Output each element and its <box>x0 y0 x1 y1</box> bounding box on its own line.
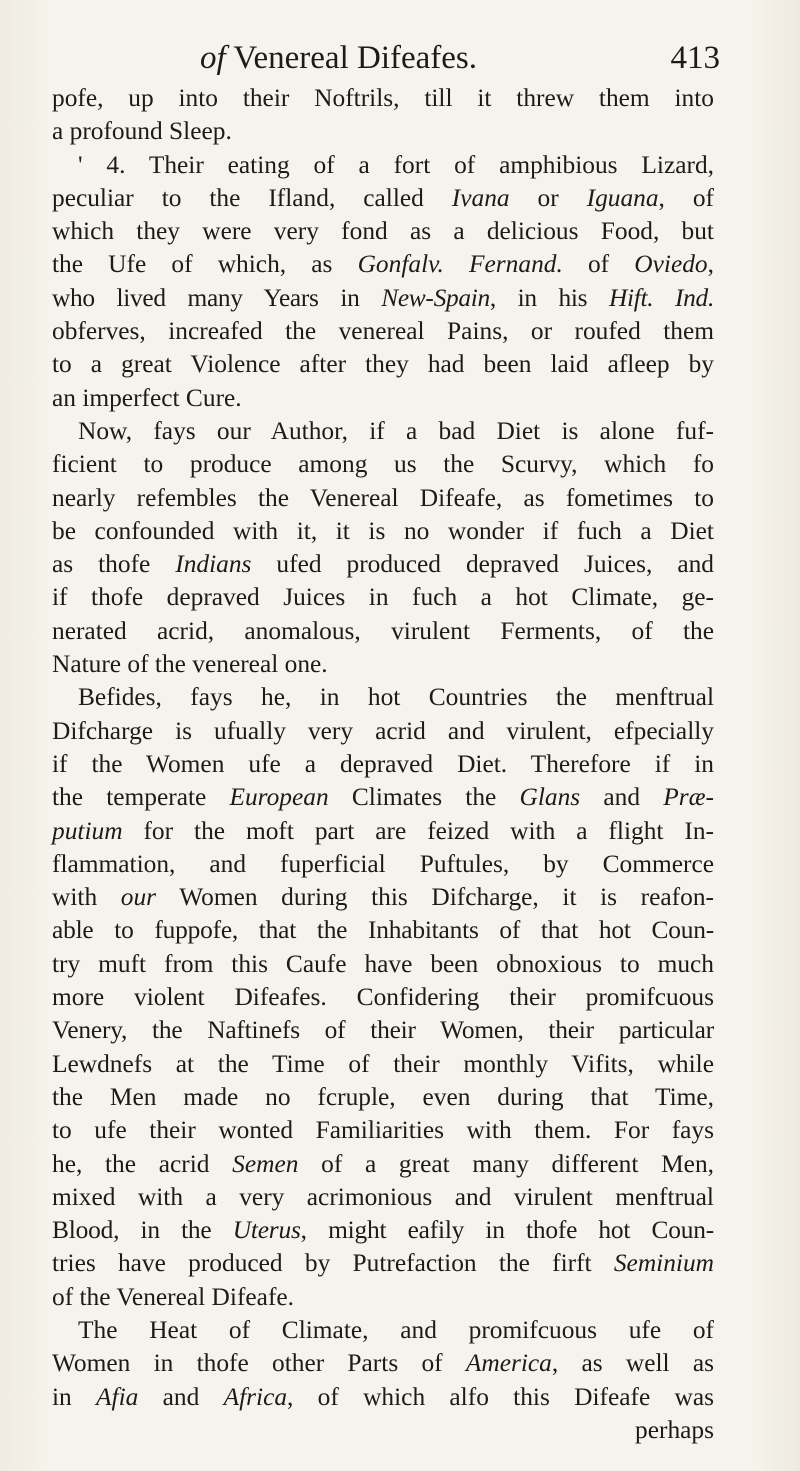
text-line <box>52 248 714 281</box>
text-segment: ufed produced depraved Juices, and <box>251 550 714 579</box>
text-segment: tries have produced by Putrefaction the firft <box>52 1249 614 1278</box>
text-line <box>52 1281 714 1314</box>
italic-text: Ivana <box>451 183 510 212</box>
italic-text: New-Spain <box>381 283 490 312</box>
italic-text: European <box>229 783 329 812</box>
text-line <box>52 282 714 315</box>
text-segment: perhaps <box>635 1415 714 1444</box>
text-line <box>52 1214 714 1247</box>
text-segment: The Heat of Climate, and promifcuous ufe of <box>78 1315 714 1344</box>
italic-text: Glans <box>519 783 581 812</box>
text-segment: or <box>509 183 587 212</box>
text-line <box>52 781 714 814</box>
text-line <box>52 115 714 148</box>
text-segment: to ufe their wonted Familiarities with them. For fays <box>52 1116 714 1145</box>
text-line <box>52 815 714 848</box>
text-segment: Women during this Difcharge, it is reafon- <box>156 883 714 912</box>
text-segment: of a great many different Men, <box>298 1149 714 1178</box>
italic-text: Oviedo <box>634 250 708 279</box>
header-title: Venereal Difeafes. <box>233 40 478 76</box>
text-segment: of <box>562 250 635 279</box>
italic-text: Uterus <box>232 1216 301 1245</box>
text-segment: he, the acrid <box>52 1149 233 1178</box>
text-line <box>52 348 714 381</box>
text-line <box>52 482 714 515</box>
text-line <box>52 715 714 748</box>
text-line <box>52 981 714 1014</box>
text-segment: to a great Violence after they had been laid afleep by <box>52 350 714 379</box>
text-line <box>52 1148 714 1181</box>
text-segment: Now, fays our Author, if a bad Diet is alone fuf- <box>78 416 714 445</box>
text-segment: Venery, the Naftinefs of their Women, their particular <box>52 1016 714 1045</box>
text-line <box>52 1014 714 1047</box>
text-line <box>52 215 714 248</box>
text-segment: , as well as <box>551 1349 714 1378</box>
text-segment: if the Women ufe a depraved Diet. Therefore if in <box>52 749 714 778</box>
italic-text: our <box>120 883 157 912</box>
italic-text: putium <box>52 816 123 845</box>
italic-text: Hift. Ind. <box>608 283 714 312</box>
text-line <box>52 182 714 215</box>
text-line <box>52 82 714 115</box>
text-segment: , <box>707 250 714 279</box>
text-line <box>52 948 714 981</box>
italic-text: Africa <box>223 1382 288 1411</box>
text-line <box>52 581 714 614</box>
text-line <box>52 1314 714 1347</box>
text-segment: flammation, and fuperficial Puftules, by Commerce <box>52 849 714 878</box>
text-line <box>52 382 714 415</box>
text-segment: an imperfect Cure. <box>52 383 242 412</box>
text-segment: which they were very fond as a delicious Food, but <box>52 217 714 246</box>
text-segment: a profound Sleep. <box>52 117 232 146</box>
text-segment: if thofe depraved Juices in fuch a hot Climate, ge- <box>52 583 714 612</box>
text-line <box>52 848 714 881</box>
text-segment: , might eafily in thofe hot Coun- <box>300 1216 714 1245</box>
text-segment: Blood, in the <box>52 1216 233 1245</box>
text-line <box>52 1114 714 1147</box>
italic-text: Indians <box>175 550 252 579</box>
text-segment: Women in thofe other Parts of <box>52 1349 466 1378</box>
italic-text: Semen <box>232 1149 299 1178</box>
text-segment: of the Venereal Difeafe. <box>52 1282 295 1311</box>
text-segment: for the moft part are feized with a flight In- <box>122 816 714 845</box>
italic-text: Iguana <box>586 183 659 212</box>
italic-text: Gonfalv. Fernand. <box>357 250 563 279</box>
page-number: 413 <box>670 40 720 76</box>
text-line <box>52 1414 714 1447</box>
text-segment: and <box>580 783 664 812</box>
italic-text: Afia <box>96 1382 139 1411</box>
text-line <box>52 1181 714 1214</box>
text-segment: in <box>52 1382 97 1411</box>
text-segment: more violent Difeafes. Confidering their promifcuous <box>52 983 714 1012</box>
text-segment: nearly refembles the Venereal Difeafe, as fometimes to <box>52 483 714 512</box>
text-line <box>52 1048 714 1081</box>
text-line <box>52 1247 714 1280</box>
text-line <box>52 914 714 947</box>
text-segment: nerated acrid, anomalous, virulent Ferments, of the <box>52 616 714 645</box>
text-segment: try muft from this Caufe have been obnoxious to much <box>52 949 714 978</box>
text-segment: the Ufe of which, as <box>52 250 358 279</box>
text-line <box>52 315 714 348</box>
text-line <box>52 881 714 914</box>
text-segment: Climates the <box>328 783 520 812</box>
text-segment: ' 4. Their eating of a fort of amphibious Lizard, <box>78 150 714 179</box>
text-segment: Befides, fays he, in hot Countries the menftrual <box>78 683 714 712</box>
italic-text: Seminium <box>613 1249 714 1278</box>
text-line <box>52 149 714 182</box>
italic-text: America <box>465 1349 552 1378</box>
text-segment: and <box>138 1382 224 1411</box>
text-segment: Lewdnefs at the Time of their monthly Vifits, while <box>52 1049 714 1078</box>
text-segment: , in his <box>489 283 609 312</box>
text-line <box>52 415 714 448</box>
text-segment: , of which alfo this Difeafe was <box>287 1382 714 1411</box>
text-line <box>52 1081 714 1114</box>
text-segment: the temperate <box>52 783 230 812</box>
text-segment: able to fuppofe, that the Inhabitants of that hot Coun- <box>52 916 714 945</box>
text-segment: be confounded with it, it is no wonder if fuch a Diet <box>52 516 714 545</box>
text-line <box>52 515 714 548</box>
text-segment: pofe, up into their Noftrils, till it threw them into <box>52 84 714 112</box>
text-segment: , of <box>658 183 714 212</box>
text-line <box>52 1381 714 1414</box>
text-segment: Nature of the venereal one. <box>52 650 328 679</box>
text-line <box>52 648 714 681</box>
text-line <box>52 1347 714 1380</box>
text-segment: with <box>52 883 121 912</box>
text-line <box>52 448 714 481</box>
text-segment: ficient to produce among us the Scurvy, which fo <box>52 450 714 479</box>
italic-text: Præ- <box>663 783 714 812</box>
text-segment: Difcharge is ufually very acrid and virulent, efpecially <box>52 716 714 745</box>
text-line <box>52 548 714 581</box>
text-segment: obferves, increafed the venereal Pains, or roufed them <box>52 317 714 346</box>
text-segment: as thofe <box>52 550 176 579</box>
text-segment: the Men made no fcruple, even during that Time, <box>52 1082 714 1111</box>
text-line <box>52 615 714 648</box>
text-line <box>52 681 714 714</box>
text-segment: peculiar to the Ifland, called <box>52 183 452 212</box>
running-header <box>200 38 720 78</box>
header-prefix: of <box>200 40 226 76</box>
text-segment: who lived many Years in <box>52 283 382 312</box>
text-segment: mixed with a very acrimonious and virulent menftrual <box>52 1182 714 1211</box>
text-line <box>52 748 714 781</box>
body-text <box>52 82 714 1447</box>
